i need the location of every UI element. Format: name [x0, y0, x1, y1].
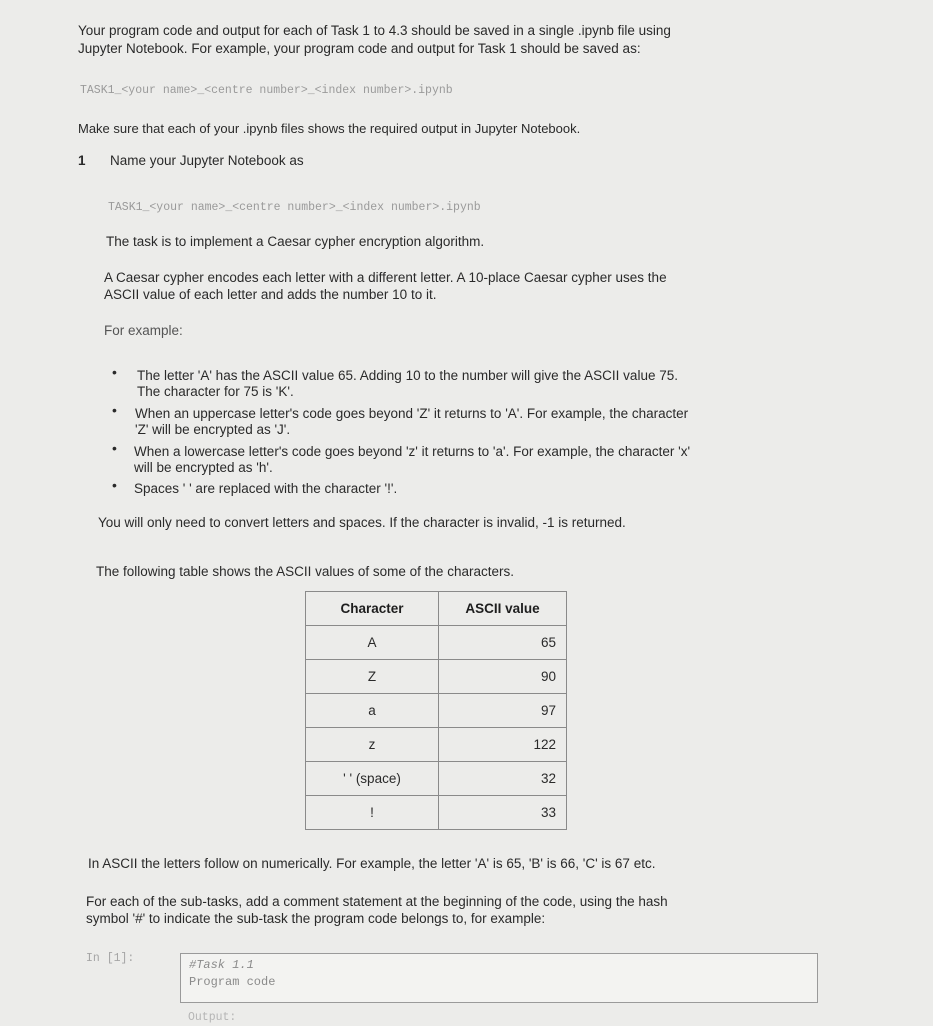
code-cell [180, 953, 818, 1003]
caesar-para-line-2: ASCII value of each letter and adds the number 10 to it. [104, 287, 437, 302]
convert-line: You will only need to convert letters and spaces. If the character is invalid, -1 is returned. [98, 515, 626, 530]
bullet-3-line-1: When a lowercase letter's code goes beyond 'z' it returns to 'a'. For example, the character 'x' [134, 444, 691, 459]
bullet-4-line-1: Spaces ' ' are replaced with the character '!'. [134, 481, 398, 496]
header-ascii-value: ASCII value [439, 592, 567, 626]
cell-character: a [306, 694, 439, 728]
table-row [306, 694, 567, 728]
table-row [306, 796, 567, 830]
table-row [306, 626, 567, 660]
intro-line-1: Your program code and output for each of Task 1 to 4.3 should be saved in a single .ipynb file using [78, 23, 671, 38]
intro-filename: TASK1_<your name>_<centre number>_<index number>.ipynb [80, 84, 453, 97]
cell-character: A [306, 626, 439, 660]
cell-ascii-value: 90 [439, 660, 567, 694]
cell-ascii-value: 33 [439, 796, 567, 830]
task-description: The task is to implement a Caesar cypher encryption algorithm. [106, 234, 485, 249]
intro-line-2: Jupyter Notebook. For example, your program code and output for Task 1 should be saved as: [78, 41, 641, 56]
cell-character: z [306, 728, 439, 762]
bullet-3-line-2: will be encrypted as 'h'. [134, 460, 273, 475]
cell-character: ! [306, 796, 439, 830]
task-filename: TASK1_<your name>_<centre number>_<index number>.ipynb [108, 201, 481, 214]
comment-line-2: symbol '#' to indicate the sub-task the program code belongs to, for example: [86, 911, 546, 926]
output-label: Output: [188, 1011, 237, 1024]
cell-ascii-value: 32 [439, 762, 567, 796]
table-row [306, 762, 567, 796]
table-row [306, 660, 567, 694]
caesar-para-line-1: A Caesar cypher encodes each letter with a different letter. A 10-place Caesar cypher uses the [104, 270, 667, 285]
bullet-2-line-2: 'Z' will be encrypted as 'J'. [135, 422, 291, 437]
comment-line-1: For each of the sub-tasks, add a comment statement at the beginning of the code, using the hash [86, 894, 668, 909]
cell-character: Z [306, 660, 439, 694]
code-line-1: #Task 1.1 [189, 958, 254, 972]
table-row [306, 728, 567, 762]
bullet-1-line-2: The character for 75 is 'K'. [137, 384, 294, 399]
bullet-marker: • [112, 402, 117, 418]
bullet-marker: • [112, 440, 117, 456]
task-number: 1 [78, 153, 86, 168]
make-sure-line: Make sure that each of your .ipynb files shows the required output in Jupyter Notebook. [78, 121, 581, 136]
bullet-2-line-1: When an uppercase letter's code goes beyond 'Z' it returns to 'A'. For example, the character [135, 406, 689, 421]
code-line-2: Program code [189, 975, 276, 989]
cell-character: ' ' (space) [306, 762, 439, 796]
ascii-table [305, 591, 567, 830]
for-example-label: For example: [104, 323, 183, 338]
cell-ascii-value: 122 [439, 728, 567, 762]
cell-ascii-value: 97 [439, 694, 567, 728]
bullet-marker: • [112, 364, 117, 380]
numeric-order-line: In ASCII the letters follow on numerically. For example, the letter 'A' is 65, 'B' is 66, 'C' is 67 etc. [88, 856, 656, 871]
bullet-marker: • [112, 477, 117, 493]
header-character: Character [306, 592, 439, 626]
table-intro-line: The following table shows the ASCII values of some of the characters. [96, 564, 514, 579]
table-header-row [306, 592, 567, 626]
task-name-line: Name your Jupyter Notebook as [110, 153, 304, 168]
bullet-1-line-1: The letter 'A' has the ASCII value 65. Adding 10 to the number will give the ASCII value 75. [137, 368, 678, 383]
cell-prompt: In [1]: [86, 952, 135, 965]
cell-ascii-value: 65 [439, 626, 567, 660]
